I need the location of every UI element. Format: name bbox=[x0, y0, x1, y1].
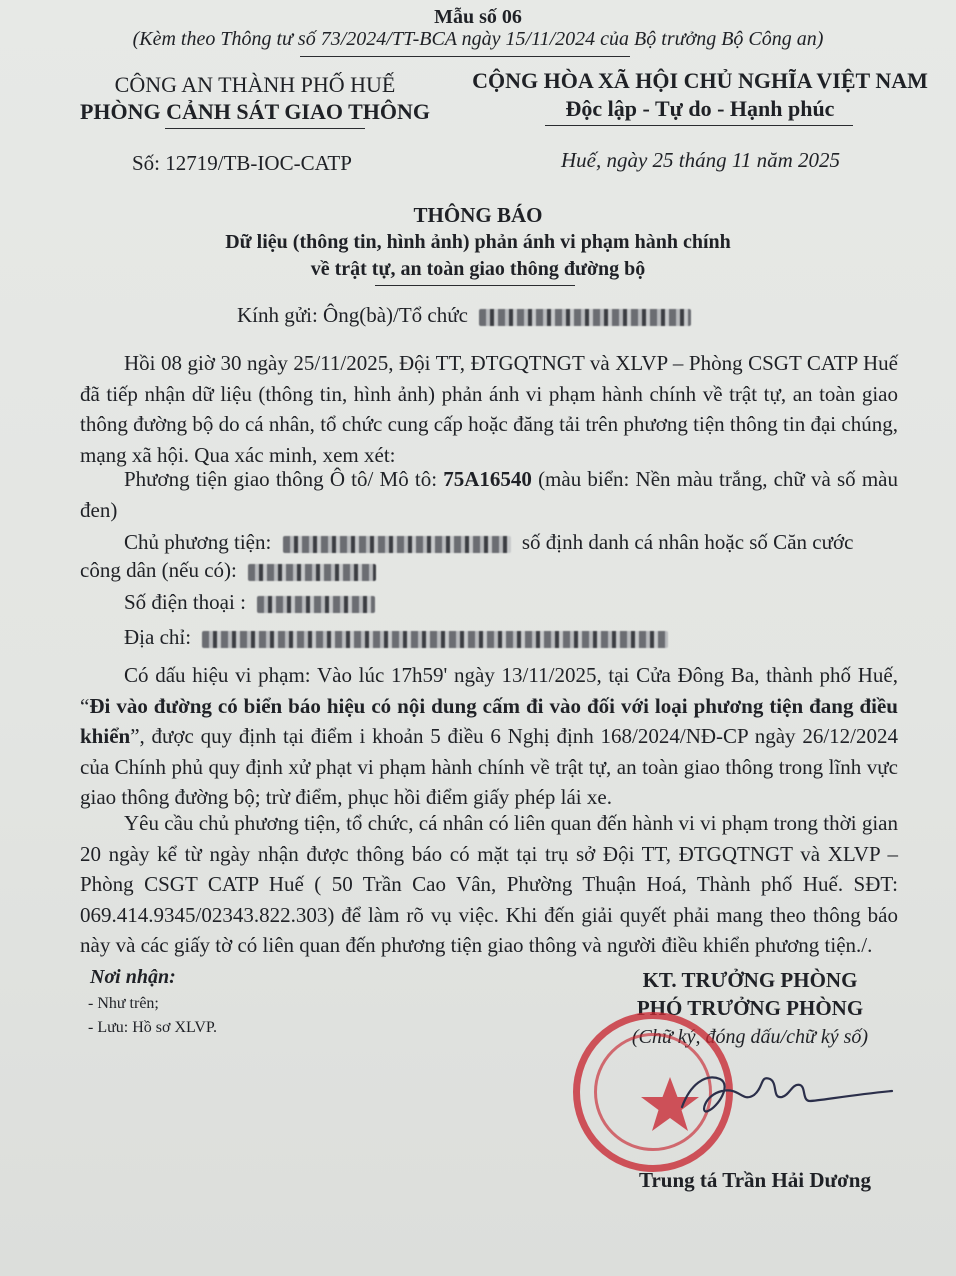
signer-name: Trung tá Trần Hải Dương bbox=[639, 1168, 871, 1192]
vehicle-paragraph bbox=[80, 464, 898, 525]
redacted-phone bbox=[257, 596, 375, 613]
redacted-owner bbox=[283, 536, 511, 553]
violation-intro: Có dấu hiệu vi phạm: Vào lúc 17h59' ngày 13/11/2025, tại Cửa Đông Ba, thành phố Huế, “ bbox=[80, 663, 898, 718]
agency-department: PHÒNG CẢNH SÁT GIAO THÔNG bbox=[79, 99, 430, 124]
title-underline bbox=[375, 285, 575, 286]
redacted-recipient bbox=[479, 309, 691, 326]
recipients-title: Nơi nhận: bbox=[90, 966, 176, 988]
redacted-id bbox=[248, 564, 376, 581]
form-number: Mẫu số 06 bbox=[434, 6, 522, 28]
recipients-list bbox=[88, 992, 217, 1040]
recipient-item: - Như trên; bbox=[88, 995, 159, 1012]
recipient-item: - Lưu: Hồ sơ XLVP. bbox=[88, 1019, 217, 1036]
agency-name: CÔNG AN THÀNH PHỐ HUẾ bbox=[114, 72, 396, 97]
nation-name: CỘNG HÒA XÃ HỘI CHỦ NGHĨA VIỆT NAM bbox=[472, 68, 928, 93]
motto-underline bbox=[545, 125, 853, 126]
phone-line bbox=[124, 590, 375, 615]
phone-label: Số điện thoại : bbox=[124, 590, 246, 614]
violation-description: Đi vào đường có biển báo hiệu có nội dung cấm đi vào đối với loại phương tiện đang điều khiển bbox=[80, 693, 898, 748]
header-rule bbox=[300, 56, 630, 57]
agency-underline bbox=[165, 128, 365, 129]
signature-note: (Chữ ký, đóng dấu/chữ ký số) bbox=[631, 1026, 869, 1048]
vehicle-plate: 75A16540 bbox=[443, 467, 532, 491]
document-subtitle-1: Dữ liệu (thông tin, hình ảnh) phản ánh vi phạm hành chính bbox=[225, 231, 731, 253]
place-date: Huế, ngày 25 tháng 11 năm 2025 bbox=[561, 148, 840, 172]
redacted-address bbox=[202, 631, 668, 648]
owner-label: Chủ phương tiện: bbox=[124, 530, 272, 554]
owner-id-label: số định danh cá nhân hoặc số Căn cước bbox=[521, 530, 854, 554]
intro-paragraph: Hồi 08 giờ 30 ngày 25/11/2025, Đội TT, ĐTGQTNGT và XLVP – Phòng CSGT CATP Huế đã tiếp nhận dữ liệu (thông tin, hình ảnh) phản ánh vi phạm hành chính về trật tự, an toàn giao thông đường bộ do cá nhân, tổ chức cung cấp hoặc đăng tải trên phương tiện thông tin đại chúng, mạng xã hội. Qua xác minh, xem xét: bbox=[80, 351, 898, 467]
vehicle-plate-color: (màu biển: Nền màu trắng, chữ và số màu đen) bbox=[80, 467, 898, 522]
document-title: THÔNG BÁO bbox=[413, 203, 543, 227]
document-subtitle-2: về trật tự, an toàn giao thông đường bộ bbox=[310, 258, 646, 280]
document-number: Số: 12719/TB-IOC-CATP bbox=[132, 151, 352, 175]
signature-title-2: PHÓ TRƯỞNG PHÒNG bbox=[636, 996, 864, 1020]
owner-id-line bbox=[80, 558, 376, 583]
recipient-line bbox=[237, 303, 691, 328]
vehicle-label: Phương tiện giao thông Ô tô/ Mô tô: bbox=[124, 467, 444, 491]
address-line bbox=[124, 625, 668, 650]
request-paragraph: Yêu cầu chủ phương tiện, tổ chức, cá nhân có liên quan đến hành vi vi phạm trong thời gian 20 ngày kể từ ngày nhận được thông báo có mặt tại trụ sở Đội TT, ĐTGQTNGT và XLVP – Phòng CSGT CATP Huế ( 50 Trần Cao Vân, Phường Thuận Hoá, Thành phố Huế. SĐT: 069.414.9345/02343.822.303) để làm rõ vụ việc. Khi đến giải quyết phải mang theo thông báo này và các giấy tờ có liên quan đến phương tiện giao thông và người điều khiển phương tiện./. bbox=[80, 811, 898, 957]
form-reference: (Kèm theo Thông tư số 73/2024/TT-BCA ngày 15/11/2024 của Bộ trưởng Bộ Công an) bbox=[132, 28, 824, 50]
nation-motto: Độc lập - Tự do - Hạnh phúc bbox=[565, 96, 835, 121]
violation-paragraph bbox=[80, 660, 898, 813]
address-label: Địa chỉ: bbox=[124, 625, 192, 649]
violation-legal-basis: ”, được quy định tại điểm i khoản 5 điều 6 Nghị định 168/2024/NĐ-CP ngày 26/12/2024 của Chính phủ quy định xử phạt vi phạm hành chính về trật tự, an toàn giao thông trong lĩnh vực giao thông đường bộ; trừ điểm, phục hồi điểm giấy phép lái xe. bbox=[80, 724, 898, 809]
recipient-label: Kính gửi: Ông(bà)/Tổ chức bbox=[237, 303, 468, 327]
signature-title-1: KT. TRƯỞNG PHÒNG bbox=[642, 968, 858, 992]
owner-line bbox=[124, 530, 853, 555]
owner-id-label-cont: công dân (nếu có): bbox=[80, 558, 237, 582]
handwritten-signature bbox=[660, 1055, 900, 1135]
